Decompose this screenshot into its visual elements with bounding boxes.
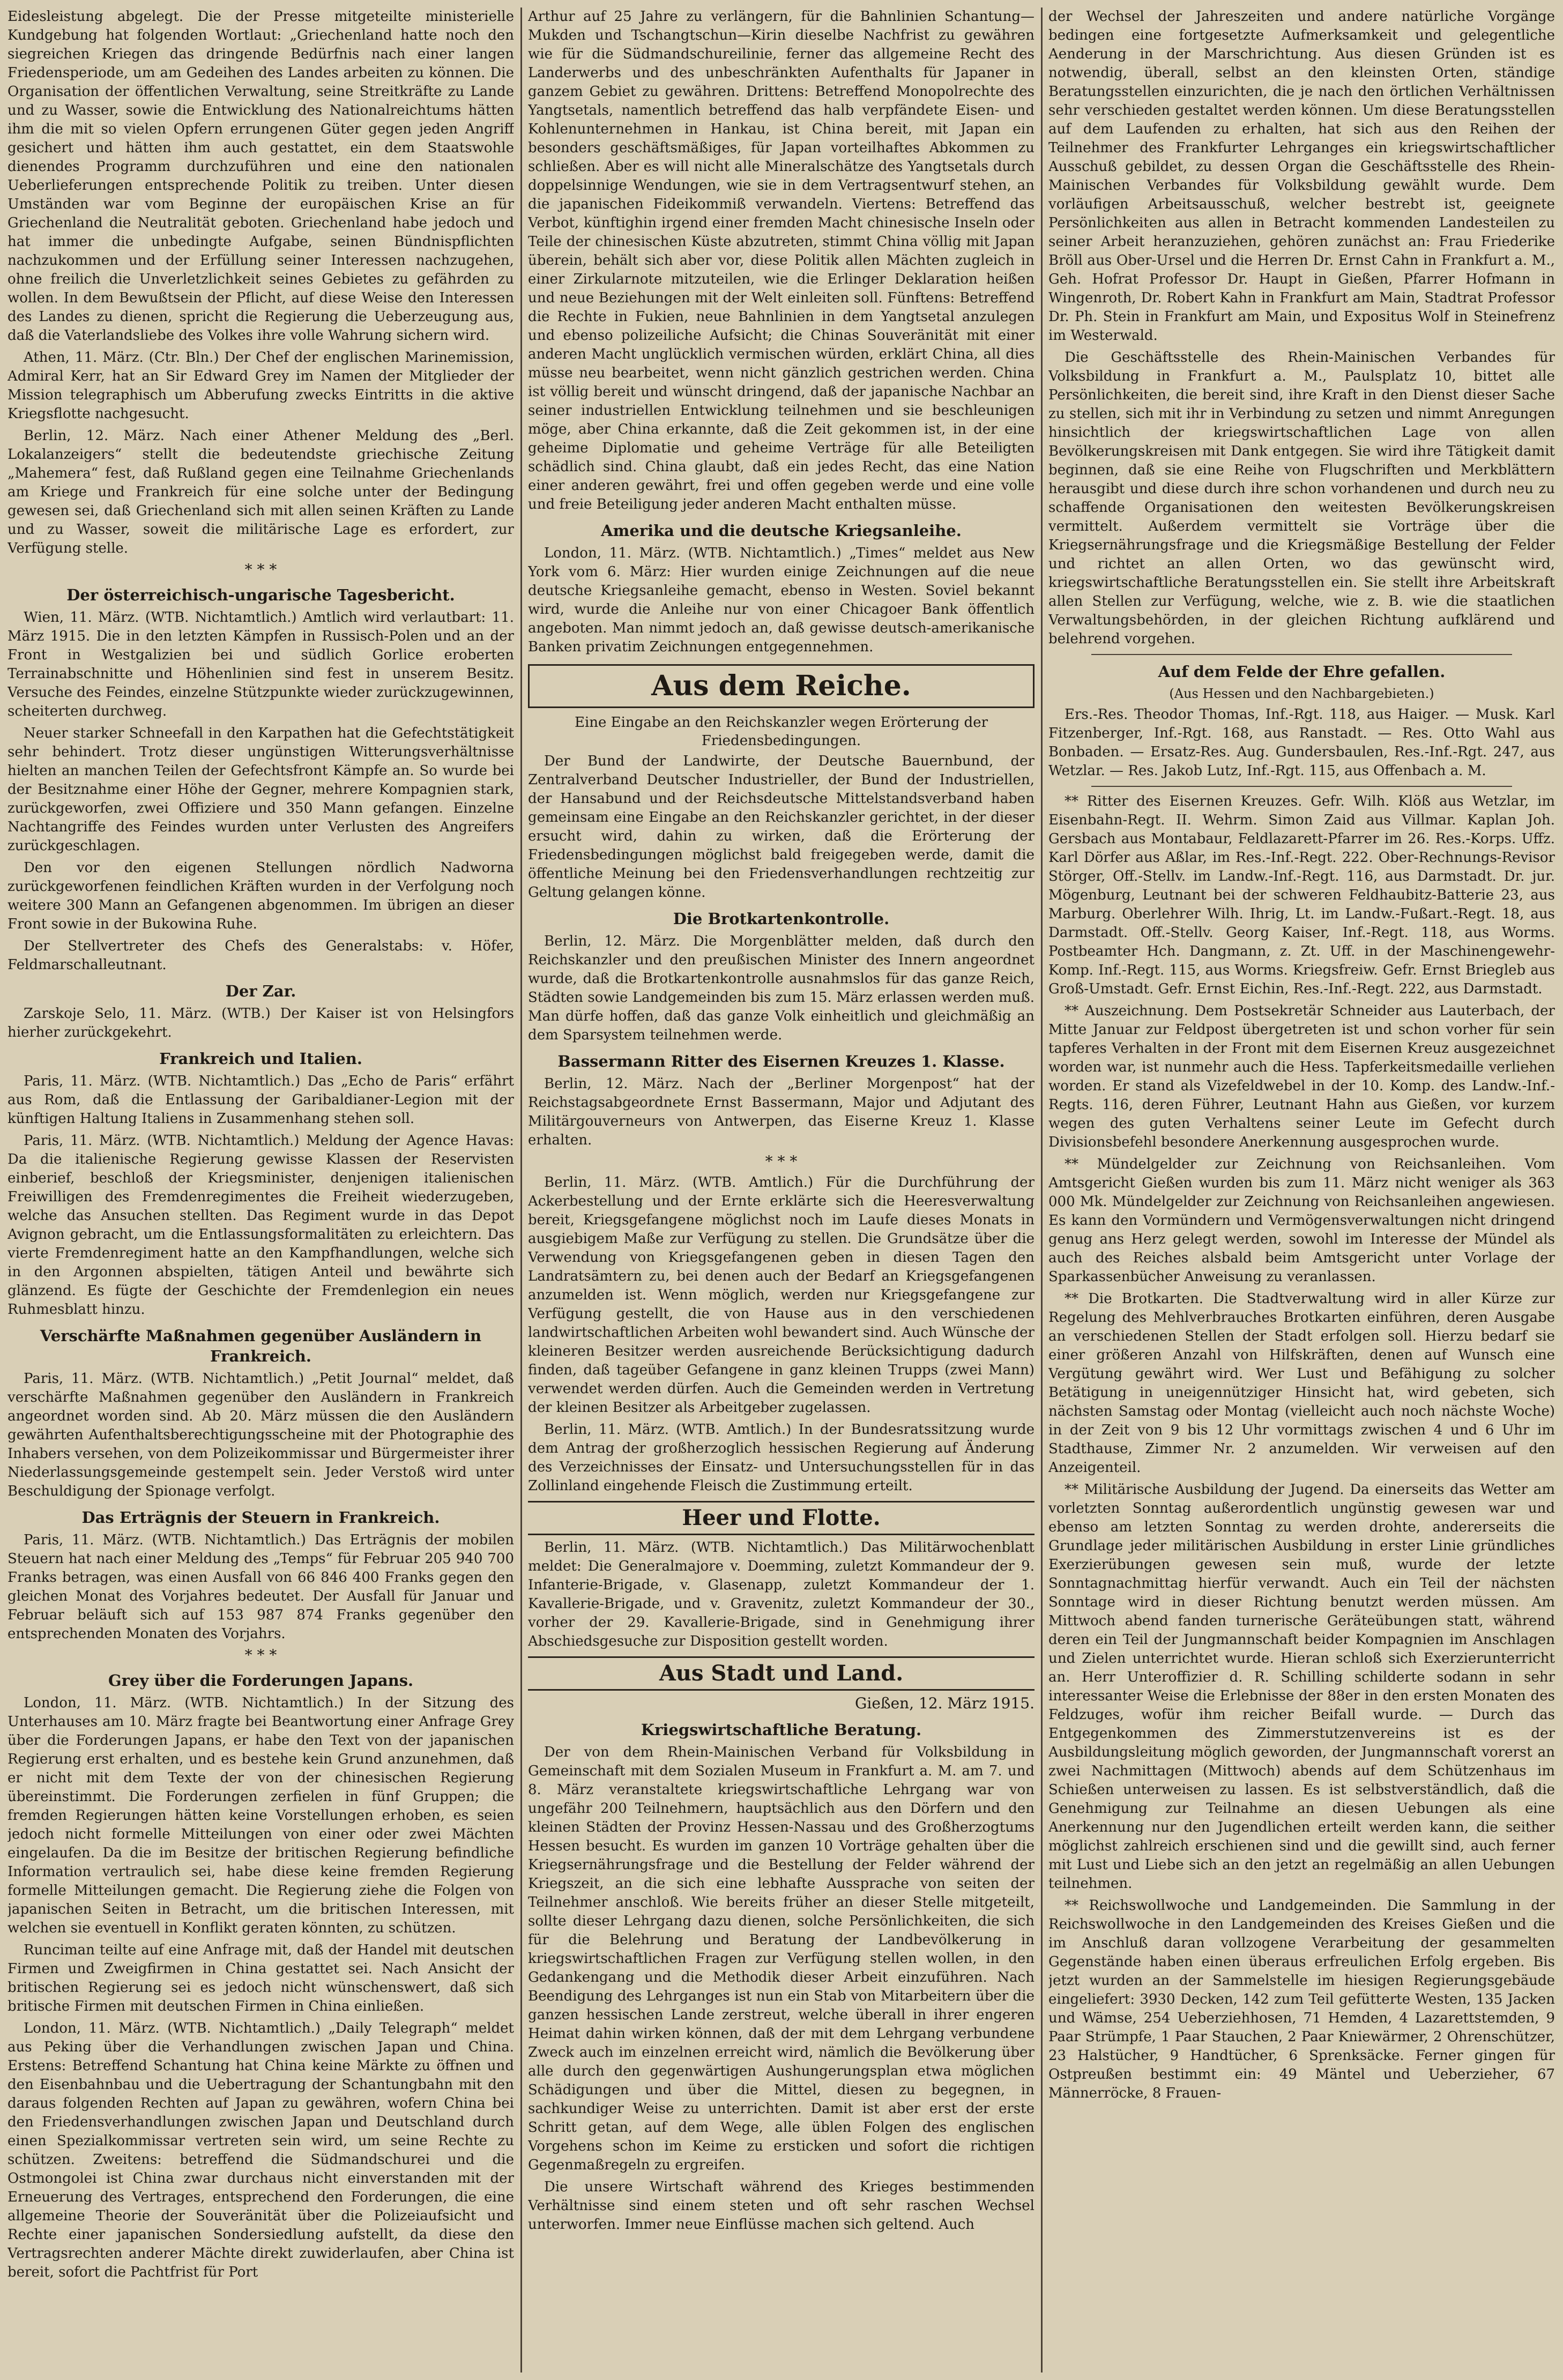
article-paragraph: Berlin, 12. März. Nach einer Athener Meldung des „Berl. Lokalanzeigers“ stellt die bedeutendste griechische Zeitung „Mahemera“ fest, daß Rußland gegen eine Teilnahme Griechenlands am Kriege und Frankreich für eine solche unter der Bedingung gewesen sei, daß Griechenland sich mit allen seinen Kräften zu Lande und zu Wasser, soweit die militärische Lage es erfordert, zur Verfügung stelle. xyxy=(8,428,514,556)
column-rule xyxy=(520,8,522,2372)
article-paragraph: Die Geschäftsstelle des Rhein-Mainischen Verbandes für Volksbildung in Frankfurt a. M., Paulsplatz 10, bittet alle Persönlichkeiten, die bereit sind, ihre Kraft in den Dienst dieser Sache zu stellen, sich mit ihr in Verbindung zu setzen und nimmt Anregungen hinsichtlich der kriegswirtschaftlichen Lage von allen Bevölkerungskreisen mit Dank entgegen. Sie wird ihre Tätigkeit damit beginnen, daß sie eine Reihe von Flugschriften und Merkblättern herausgibt und diese durch ihre schon vorhandenen und durch neu zu schaffende Organisationen den weitesten Bevölkerungskreisen vermittelt. Außerdem vermittelt sie Vorträge über die Kriegsernährungsfrage und die Kriegsmäßige Bestellung der Felder und richtet an allen Orten, wo das gewünscht wird, kriegswirtschaftliche Beratungsstellen ein. Sie stellt ihre Arbeitskraft allen Stellen zur Verfügung, welche, wie z. B. wie die staatlichen Verwaltungsbehörden, in der gleichen Richtung aufklärend und belehrend vorgehen. xyxy=(1048,349,1555,647)
article-paragraph: Der von dem Rhein-Mainischen Verband für Volksbildung in Gemeinschaft mit dem Sozialen Museum in Frankfurt a. M. am 7. und 8. März veranstaltete kriegswirtschaftliche Lehrgang war von ungefähr 200 Teilnehmern, hauptsächlich aus den Dörfern und den kleinen Städten der Provinz Hessen-Nassau und des Großherzogtums Hessen besucht. Es wurden im ganzen 10 Vorträge gehalten über die Kriegsernährungsfrage und die Bestellung der Felder während der Kriegszeit, an die sich eine lebhafte Aussprache von seiten der Teilnehmer anschloß. Wie bereits früher an dieser Stelle mitgeteilt, sollte dieser Lehrgang dazu dienen, solche Persönlichkeiten, die sich für die Belehrung und Beratung der Landbevölkerung in kriegswirtschaftlichen Fragen zur Verfügung stellen wollen, in den Gedankengang und die Methodik dieser Arbeit einzuführen. Nach Beendigung des Lehrganges ist nun ein Stab von Mitarbeitern über die ganzen hessischen Lande zerstreut, welche überall in ihrer engeren Heimat dahin wirken können, daß der mit dem Lehrgang verbundene Zweck auch im einzelnen erreicht wird, nämlich die Bevölkerung über alle durch den gegenwärtigen Aushungerungsplan etwa möglichen Schädigungen und über die Mittel, diesen zu begegnen, in sachkundiger Weise zu unterrichten. Damit ist aber erst der erste Schritt getan, auf dem Wege, alle üblen Folgen des englischen Vorgehens schon im Keime zu ersticken und sofort die richtigen Gegenmaßregeln zu ergreifen. xyxy=(528,1744,1034,2173)
headline-grey-japan: Grey über die Forderungen Japans. xyxy=(108,1671,414,1690)
column-middle xyxy=(528,8,1034,2372)
article-paragraph: Berlin, 11. März. (WTB. Nichtamtlich.) Das Militärwochenblatt meldet: Die Generalmajore v. Doemming, zuletzt Kommandeur der 9. Infanterie-Brigade, v. Glasenapp, zuletzt Kommandeur der 1. Kavallerie-Brigade, und v. Gravenitz, zuletzt Kommandeur der 30., vorher der 29. Kavallerie-Brigade, sind in Genehmigung ihrer Abschiedsgesuche zur Disposition gestellt worden. xyxy=(528,1539,1034,1649)
headline-america-war-loan: Amerika und die deutsche Kriegsanleihe. xyxy=(601,522,962,540)
article-signature: Der Stellvertreter des Chefs des Generalstabs: v. Höfer, Feldmarschalleutnant. xyxy=(8,938,514,973)
headline-foreigners-france: Verschärfte Maßnahmen gegenüber Ausländern in Frankreich. xyxy=(40,1327,482,1365)
article-paragraph: Berlin, 12. März. Die Morgenblätter melden, daß durch den Reichskanzler und den preußischen Minister des Innern angeordnet wurde, daß die Brotkartenkontrolle ausnahmslos für das ganze Reich, Städten sowie Landgemeinden bis zum 15. März erlassen werden muß. Man dürfe hoffen, daß das ganze Volk einheitlich und gleichmäßig an dem Sparsystem teilnehmen werde. xyxy=(528,933,1034,1043)
article-paragraph: Die unsere Wirtschaft während des Krieges bestimmenden Verhältnisse sind einem steten und oft sehr raschen Wechsel unterworfen. Immer neue Einflüsse machen sich geltend. Auch xyxy=(528,2179,1034,2233)
column-right xyxy=(1048,8,1555,2372)
article-paragraph: Berlin, 12. März. Nach der „Berliner Morgenpost“ hat der Reichstagsabgeordnete Ernst Bassermann, Major und Adjutant des Militärgouverneurs von Antwerpen, das Eiserne Kreuz 1. Klasse erhalten. xyxy=(528,1076,1034,1148)
separator-line xyxy=(1091,786,1512,787)
article-paragraph: Berlin, 11. März. (WTB. Amtlich.) In der Bundesratssitzung wurde dem Antrag der großherzoglich hessischen Regierung auf Änderung des Verzeichnisses der Einsatz- und Untersuchungsstellen für in das Zollinland eingehende Fleisch die Zustimmung erteilt. xyxy=(528,1422,1034,1494)
article-paragraph: ** Reichswollwoche und Landgemeinden. Die Sammlung in der Reichswollwoche in den Landgemeinden des Kreises Gießen und die im Anschluß daran vollzogene Verarbeitung der gesammelten Gegenstände haben einen überaus erfreulichen Erfolg ergeben. Bis jetzt wurden an der Sammelstelle im hiesigen Regierungsgebäude eingeliefert: 3930 Decken, 142 zum Teil gefütterte Westen, 135 Jacken und Wämse, 254 Ueberziehhosen, 71 Hemden, 4 Lazarettstemden, 9 Paar Strümpfe, 1 Paar Stauchen, 2 Paar Kniewärmer, 2 Ohrenschützer, 23 Halstücher, 9 Handtücher, 6 Sprenksäcke. Ferner gingen für Ostpreußen bestimmt ein: 49 Mäntel und Ueberzieher, 67 Männerröcke, 8 Frauen- xyxy=(1048,1898,1555,2101)
headline-france-italy: Frankreich und Italien. xyxy=(159,1050,362,1068)
section-heading-aus-dem-reiche: Aus dem Reiche. xyxy=(528,664,1034,708)
column-left xyxy=(8,8,514,2372)
headline-bassermann: Bassermann Ritter des Eisernen Kreuzes 1. Klasse. xyxy=(557,1052,1005,1070)
article-paragraph: London, 11. März. (WTB. Nichtamtlich.) „Times“ meldet aus New York vom 6. März: Hier wurden einige Zeichnungen auf die neue deutsche Kriegsanleihe gemacht, ebenso in Westen. Soviel bekannt wird, wurde die Anleihe nur von einer Chicagoer Bank öffentlich angeboten. Man nimmt jedoch an, daß gewisse deutsch-amerikanische Banken privatim Zeichnungen entgegennehmen. xyxy=(528,545,1034,655)
article-paragraph: ** Auszeichnung. Dem Postsekretär Schneider aus Lauterbach, der Mitte Januar zur Feldpost übergetreten ist und schon vorher für sein tapferes Verhalten in der Front mit dem Eisernen Kreuz ausgezeichnet worden war, ist nunmehr auch die Hess. Tapferkeitsmedaille verliehen worden. Er stand als Vizefeldwebel in der 10. Komp. des Landw.-Inf.-Regts. 116, deren Führer, Leutnant Hahn aus Gießen, vor kurzem wegen des guten Verhaltens seiner Leute im Gefecht durch Divisionsbefehl besondere Anerkennung ausgesprochen wurde. xyxy=(1048,1003,1555,1150)
article-paragraph: Der Bund der Landwirte, der Deutsche Bauernbund, der Zentralverband Deutscher Industrieller, der Bund der Industriellen, der Hansabund und der Reichsdeutsche Mittelstandsverband haben gemeinsam eine Eingabe an den Reichskanzler gerichtet, in der dieser ersucht wird, dahin zu wirken, daß die Erörterung der Friedensbedingungen möglichst bald freigegeben werde, damit die öffentliche Meinung bei den Friedensverhandlungen rechtzeitig zur Geltung gelangen könne. xyxy=(528,753,1034,901)
article-paragraph: ** Die Brotkarten. Die Stadtverwaltung wird in aller Kürze zur Regelung des Mehlverbrauches Brotkarten einführen, deren Ausgabe an verschiedenen Stellen der Stadt erfolgen soll. Hierzu bedarf sie einer größeren Anzahl von Hilfskräften, denen auf Wunsch eine Vergütung gewährt wird. Wer Lust und Befähigung zu solcher Betätigung in uneigennütziger Hinsicht hat, wird gebeten, sich nächsten Samstag oder Montag (vielleicht auch noch nächste Woche) in der Zeit von 9 bis 12 Uhr vormittags zwischen 4 und 6 Uhr im Stadthause, Zimmer Nr. 2 anzumelden. Wir verweisen auf den Anzeigenteil. xyxy=(1048,1291,1555,1476)
headline-tsar: Der Zar. xyxy=(225,982,296,1000)
article-paragraph: Eidesleistung abgelegt. Die der Presse mitgeteilte ministerielle Kundgebung hat folgenden Wortlaut: „Griechenland hatte noch den siegreichen Kriegen das dringende Bedürfnis nach einer langen Friedensperiode, um am Gedeihen des Landes arbeiten zu können. Die Organisation der öffentlichen Verwaltung, seine Streitkräfte zu Lande und zu Wasser, sowie die Entwicklung des Nationalreichtums hätten ihm die mit so vielen Opfern errungenen Güter gegen jeden Angriff gesichert und hätten ihm auch gestattet, ein dem Staatswohle dienendes Programm durchzuführen und eine den nationalen Ueberlieferungen entsprechende Politik zu treiben. Unter diesen Umständen war vom Beginne der europäischen Krise an für Griechenland die Neutralität geboten. Griechenland habe jedoch und hat immer die unbedingte Aufgabe, seinen Bündnispflichten nachzukommen und der Erfüllung seiner Interessen nachzugehen, ohne freilich die Unverletzlichkeit seines Gebietes zu gefährden zu wollen. In dem Bewußtsein der Pflicht, auf diese Weise den Interessen des Landes zu dienen, spricht die Regierung die Ueberzeugung aus, daß die Vaterlandsliebe des Volkes ihre volle Wahrung sichern wird. xyxy=(8,9,514,344)
dateline: Gießen, 12. März 1915. xyxy=(855,1694,1034,1712)
headline-subtitle: (Aus Hessen und den Nachbargebieten.) xyxy=(1169,686,1434,701)
article-paragraph: London, 11. März. (WTB. Nichtamtlich.) „Daily Telegraph“ meldet aus Peking über die Verhandlungen zwischen Japan und China. Erstens: Betreffend Schantung hat China keine Märkte zu öffnen und den Eisenbahnbau und die Uebertragung der Schantungbahn mit den daraus folgenden Rechten auf Japan zu gewähren, wofern China bei den Friedensverhandlungen zwischen Japan und Deutschland durch einen Spezialkommissar vertreten sein wird, um seine Rechte zu schützen. Zweitens: betreffend die Südmandschurei und die Ostmongolei ist China zwar durchaus nicht einverstanden mit der Erneuerung des Vertrages, entsprechend den Forderungen, die eine allgemeine Theorie der Souveränität über die Polizeiaufsicht und Rechte einer japanischen Sondersiedlung aufstellt, da diese den Vertragsrechten anderer Mächte direkt zuwiderlaufen, aber China ist bereit, sofort die Pachtfrist für Port xyxy=(8,2020,514,2280)
separator-line xyxy=(1091,654,1512,655)
article-paragraph: Zarskoje Selo, 11. März. (WTB.) Der Kaiser ist von Helsingfors hierher zurückgekehrt. xyxy=(8,1006,514,1040)
article-paragraph: Runciman teilte auf eine Anfrage mit, daß der Handel mit deutschen Firmen und Zweigfirmen in China gestattet sei. Nach Ansicht der britischen Regierung sei es jedoch nicht wünschenswert, daß sich britische Firmen mit deutschen Firmen in China einließen. xyxy=(8,1942,514,2014)
article-paragraph: Berlin, 11. März. (WTB. Amtlich.) Für die Durchführung der Ackerbestellung und der Ernte erklärte sich die Heeresverwaltung bereit, Kriegsgefangene möglichst noch im Laufe dieses Monats in ausgiebigem Maße zur Verfügung zu stellen. Die Grundsätze über die Verwendung von Kriegsgefangenen geben in diesen Tagen den Landratsämtern zu, bei denen auch der Bedarf an Kriegsgefangenen anzumelden ist. Wenn möglich, werden nur Kriegsgefangene zur Verfügung gestellt, die von Hause aus in den verschiedenen landwirtschaftlichen Arbeiten wohl bewandert sind. Auch Wünsche der kleineren Besitzer werden ausreichende Berücksichtigung dadurch finden, daß tageüber Gefangene in ganz kleinen Trupps (zwei Mann) verwendet werden dürfen. Auch die Gemeinden werden in Vertretung der kleinen Besitzer als Arbeitgeber zugelassen. xyxy=(528,1174,1034,1416)
article-paragraph: ** Mündelgelder zur Zeichnung von Reichsanleihen. Vom Amtsgericht Gießen wurden bis zum 11. März nicht weniger als 363 000 Mk. Mündelgelder zur Zeichnung von Reichsanleihen angewiesen. Es kann den Vormündern und Vermögensverwaltungen nicht dringend genug ans Herz gelegt werden, sowohl im Interesse der Mündel als auch des Reiches alsbald beim Amtsgericht unter Vorlage der Sparkassenbücher Anweisung zu veranlassen. xyxy=(1048,1156,1555,1285)
article-paragraph: Arthur auf 25 Jahre zu verlängern, für die Bahnlinien Schantung—Mukden und Tschangtschun—Kirin dieselbe Nachfrist zu gewähren wie für die Südmandschureilinie, ferner das allgemeine Recht des Landerwerbs und des unbeschränkten Aufenthalts für Japaner in ganzem Gebiet zu gewähren. Drittens: Betreffend Monopolrechte des Yangtsetals, namentlich betreffend das halb verpfändete Eisen- und Kohlenunternehmen in Hankau, ist China bereit, mit Japan ein besonders geschäftsmäßiges, für Japan vorteilhaftes Abkommen zu schließen. Aber es will nicht alle Mineralschätze des Yangtsetals durch doppelsinnige Wendungen, wie sie in dem Vertragsentwurf stehen, an die japanischen Fideikommiß verwandeln. Viertens: Betreffend das Verbot, künftighin irgend einer fremden Macht chinesische Inseln oder Teile der chinesischen Küste abzutreten, stimmt China völlig mit Japan überein, behält sich aber vor, diese Politik allen Mächten zugleich in einer Zirkularnote mitzuteilen, wie die Erlinger Deklaration heißen und neue Beziehungen mit der Welt einleiten soll. Fünftens: Betreffend die Rechte in Fukien, neue Bahnlinien in dem Yangtsetal anzulegen und ebenso polizeiliche Aufsicht; die Chinas Souveränität mit einer anderen Macht unglücklich vermischen würden, erklärt China, all dies müsse neu bearbeitet, wenn nicht gänzlich gestrichen werden. China ist völlig bereit und wünscht dringend, daß der japanische Nachbar an seiner industriellen Entwicklung teilnehmen und sie beschleunigen möge, aber China erkannte, daß die Zeit gekommen ist, in der eine geheime Diplomatie und geheime Verträge für alle Beteiligten schädlich sind. China glaubt, daß ein jedes Recht, das eine Nation einer anderen gewährt, frei und offen gegeben werde und eine volle und freie Beteiligung jeder anderen Macht enthalten müsse. xyxy=(528,9,1034,512)
article-paragraph: ** Militärische Ausbildung der Jugend. Da einerseits das Wetter am vorletzten Sonntag außerordentlich ungünstig gewesen war und ebenso am letzten Sonntag zu werden drohte, andererseits die Grundlage jeder militärischen Ausbildung in erster Linie gründliches Exerzierübungen gewesen sein muß, wurde der letzte Sonntagnachmittag hierfür verwandt. Auch ein Teil der nächsten Sonntage wird in dieser Richtung benutzt werden müssen. Am Mittwoch abend fanden turnerische Geräteübungen statt, während deren ein Teil der Jungmannschaft beider Kompagnien im Anschlagen und Zielen unterrichtet wurde. Hieran schloß sich Exerzierunterricht an. Herr Unteroffizier d. R. Schilling schilderte sodann in sehr interessanter Weise die Erlebnisse der 88er in den ersten Monaten des Feldzuges, wofür ihm reicher Beifall wurde. — Durch das Entgegenkommen des Zimmerstutzenvereins ist es der Ausbildungsleitung möglich geworden, der Jungmannschaft vorerst an zwei Nachmittagen (Mittwoch) abends auf dem Schützenhaus im Schießen unterweisen zu lassen. Es ist selbstverständlich, daß die Genehmigung zur Teilnahme an diesen Uebungen als eine Anerkennung nur den Jugendlichen erteilt werden kann, die seither möglichst zahlreich erschienen sind und die gewillt sind, auch ferner mit Lust und Liebe sich an den jetzt an regelmäßig an allen Uebungen teilnehmen. xyxy=(1048,1482,1555,1892)
article-paragraph: Ers.-Res. Theodor Thomas, Inf.-Rgt. 118, aus Haiger. — Musk. Karl Fitzenberger, Inf.-Rgt. 168, aus Ranstadt. — Res. Otto Wahl aus Bonbaden. — Ersatz-Res. Aug. Gundersbaulen, Res.-Inf.-Rgt. 247, aus Wetzlar. — Res. Jakob Lutz, Inf.-Rgt. 115, aus Offenbach a. M. xyxy=(1048,706,1555,779)
section-divider-stars: * * * xyxy=(244,1646,277,1664)
headline-fallen-soldiers: Auf dem Felde der Ehre gefallen. xyxy=(1158,663,1446,681)
article-paragraph: London, 11. März. (WTB. Nichtamtlich.) In der Sitzung des Unterhauses am 10. März fragte bei Beantwortung einer Anfrage Grey über die Forderungen Japans, er habe den Text von der japanischen Regierung erst erhalten, und es bestehe kein Grund anzunehmen, daß er nicht mit dem Texte der von der chinesischen Regierung übereinstimmt. Die Forderungen zerfielen in fünf Gruppen; die fremden Regierungen hätten keine Vorstellungen erhoben, es seien jedoch nicht formelle Mitteilungen von einer oder zwei Mächten eingelaufen. Da die im Besitze der britischen Regierung befindliche Information vertraulich sei, habe diese keine fremden Regierung formelle Mitteilungen gemacht. Die Regierung ziehe die Folgen von japanischen Seiten in Betracht, um die britischen Interessen, mit welchen sie eventuell in Konflikt geraten könnten, zu schützen. xyxy=(8,1695,514,1936)
headline-bread-card-control: Die Brotkartenkontrolle. xyxy=(673,910,890,928)
section-heading-heer-und-flotte: Heer und Flotte. xyxy=(528,1501,1034,1535)
headline-war-economy-advice: Kriegswirtschaftliche Beratung. xyxy=(641,1721,922,1739)
article-paragraph: Athen, 11. März. (Ctr. Bln.) Der Chef der englischen Marinemission, Admiral Kerr, hat an Sir Edward Grey im Namen der Mitglieder der Mission telegraphisch um Abberufung zwecks Eintritts in die aktive Kriegsflotte nachgesucht. xyxy=(8,349,514,422)
headline-austro-hungarian-report: Der österreichisch-ungarische Tagesbericht. xyxy=(66,586,455,604)
article-paragraph: ** Ritter des Eisernen Kreuzes. Gefr. Wilh. Klöß aus Wetzlar, im Eisenbahn-Regt. II. Wehrm. Simon Zaid aus Villmar. Kaplan Joh. Gersbach aus Montabaur, Feldlazarett-Pfarrer im 26. Res.-Korps. Uffz. Karl Dörfer aus Aßlar, im Res.-Inf.-Regt. 222. Ober-Rechnungs-Revisor Störger, Off.-Stellv. im Landw.-Inf.-Regt. 116, aus Darmstadt. Dr. jur. Mögenburg, Leutnant bei der schweren Feldhaubitz-Batterie 23, aus Marburg. Oberlehrer Wilh. Ihrig, Lt. im Landw.-Fußart.-Regt. 18, aus Darmstadt. Off.-Stellv. Georg Kaiser, Inf.-Regt. 118, aus Worms. Postbeamter Hch. Dangmann, z. Zt. Uff. in der Maschinengewehr-Komp. Inf.-Regt. 115, aus Worms. Kriegsfreiw. Gefr. Ernst Briegleb aus Groß-Umstadt. Gefr. Ernst Eichin, Res.-Inf.-Regt. 222, aus Darmstadt. xyxy=(1048,793,1555,997)
article-paragraph: Den vor den eigenen Stellungen nördlich Nadworna zurückgeworfenen feindlichen Kräften wurden in der Verfolgung noch weitere 300 Mann an Gefangenen abgenommen. Im übrigen an dieser Front sowie in der Bukowina Ruhe. xyxy=(8,860,514,932)
article-paragraph: Paris, 11. März. (WTB. Nichtamtlich.) Das „Echo de Paris“ erfährt aus Rom, daß die Entlassung der Garibaldianer-Legion mit der künftigen Haltung Italiens in Zusammenhang stehen soll. xyxy=(8,1073,514,1127)
section-divider-stars: * * * xyxy=(765,1152,798,1170)
section-heading-aus-stadt-und-land: Aus Stadt und Land. xyxy=(528,1656,1034,1691)
article-paragraph: Paris, 11. März. (WTB. Nichtamtlich.) Meldung der Agence Havas: Da die italienische Regierung gewisse Klassen der Reservisten einberief, beschloß der Kriegsminister, denjenigen italienischen Freiwilligen des Fremdenregimentes die Freiheit wiederzugeben, welche das Ansuchen stellten. Das Regiment wurde in das Depot Avignon gebracht, um die Entlassungsformalitäten zu erleichtern. Das vierte Fremdenregiment hatte an den Kampfhandlungen, welche sich in den Argonnen abspielten, tätigen Anteil und bewährte sich glänzend. Es fügte der Geschichte der Fremdenlegion ein neues Ruhmesblatt hinzu. xyxy=(8,1133,514,1318)
article-paragraph: der Wechsel der Jahreszeiten und andere natürliche Vorgänge bedingen eine fortgesetzte Aufmerksamkeit und gelegentliche Aenderung in der Marschrichtung. Aus diesen Gründen ist es notwendig, überall, selbst an den kleinsten Orten, ständige Beratungsstellen einzurichten, die je nach den örtlichen Verhältnissen sehr verschieden gestaltet werden können. Um diese Beratungsstellen auf dem Laufenden zu erhalten, hat sich aus den Reihen der Teilnehmer des Frankfurter Lehrganges ein kriegswirtschaftlicher Ausschuß gebildet, zu dessen Organ die Geschäftsstelle des Rhein-Mainischen Verbandes für Volksbildung gewählt wurde. Dem vorläufigen Arbeitsausschuß, welcher bestrebt ist, geeignete Persönlichkeiten aus allen in Betracht kommenden Landesteilen zu seiner Arbeit heranzuziehen, gehören zunächst an: Frau Friederike Bröll aus Ober-Ursel und die Herren Dr. Ernst Cahn in Frankfurt a. M., Geh. Hofrat Professor Dr. Haupt in Gießen, Pfarrer Hofmann in Wingenroth, Dr. Robert Kahn in Frankfurt am Main, Stadtrat Professor Dr. Ph. Stein in Frankfurt am Main, und Expositus Wolf in Steinefrenz im Westerwald. xyxy=(1048,9,1555,344)
headline-taxes-france: Das Erträgnis der Steuern in Frankreich. xyxy=(81,1508,440,1527)
article-paragraph: Paris, 11. März. (WTB. Nichtamtlich.) Das Erträgnis der mobilen Steuern hat nach einer Meldung des „Temps“ für Februar 205 940 700 Franks betragen, was einen Ausfall von 66 846 400 Franks gegen den gleichen Monat des Vorjahres bedeutet. Der Ausfall für Januar und Februar beläuft sich auf 153 987 874 Franks gegenüber den entsprechenden Monaten des Vorjahrs. xyxy=(8,1532,514,1642)
column-rule xyxy=(1041,8,1043,2372)
section-divider-stars: * * * xyxy=(244,561,277,578)
article-paragraph: Wien, 11. März. (WTB. Nichtamtlich.) Amtlich wird verlautbart: 11. März 1915. Die in den letzten Kämpfen in Russisch-Polen und an der Front in Westgalizien bei und südlich Gorlice eroberten Terrainabschnitte und Höhenlinien sind fest in unserem Besitz. Versuche des Feindes, einzelne Stützpunkte wieder zurückzugewinnen, scheiterten durchweg. xyxy=(8,609,514,719)
article-paragraph: Neuer starker Schneefall in den Karpathen hat die Gefechtstätigkeit sehr behindert. Trotz dieser ungünstigen Witterungsverhältnisse hielten an manchen Teilen der Gefechtsfront Kämpfe an. So wurde bei der Besitznahme einer Höhe der Gegner, mehrere Kompagnien stark, zurückgeworfen, zwei Offiziere und 350 Mann gefangen. Einzelne Nachtangriffe des Feindes wurden unter Verlusten des Angreifers zurückgeschlagen. xyxy=(8,725,514,854)
article-paragraph: Paris, 11. März. (WTB. Nichtamtlich.) „Petit Journal“ meldet, daß verschärfte Maßnahmen gegenüber den Ausländern in Frankreich angeordnet worden sind. Ab 20. März müssen die den Ausländern gewährten Aufenthaltsberechtigungsscheine mit der Photographie des Inhabers versehen, von dem Polizeikommissar und Bürgermeister ihrer Niederlassungsgemeinde gestempelt sein. Jeder Verstoß wird unter Beschuldigung der Spionage verfolgt. xyxy=(8,1371,514,1499)
headline-petition-chancellor: Eine Eingabe an den Reichskanzler wegen Erörterung der Friedensbedingungen. xyxy=(574,715,988,749)
